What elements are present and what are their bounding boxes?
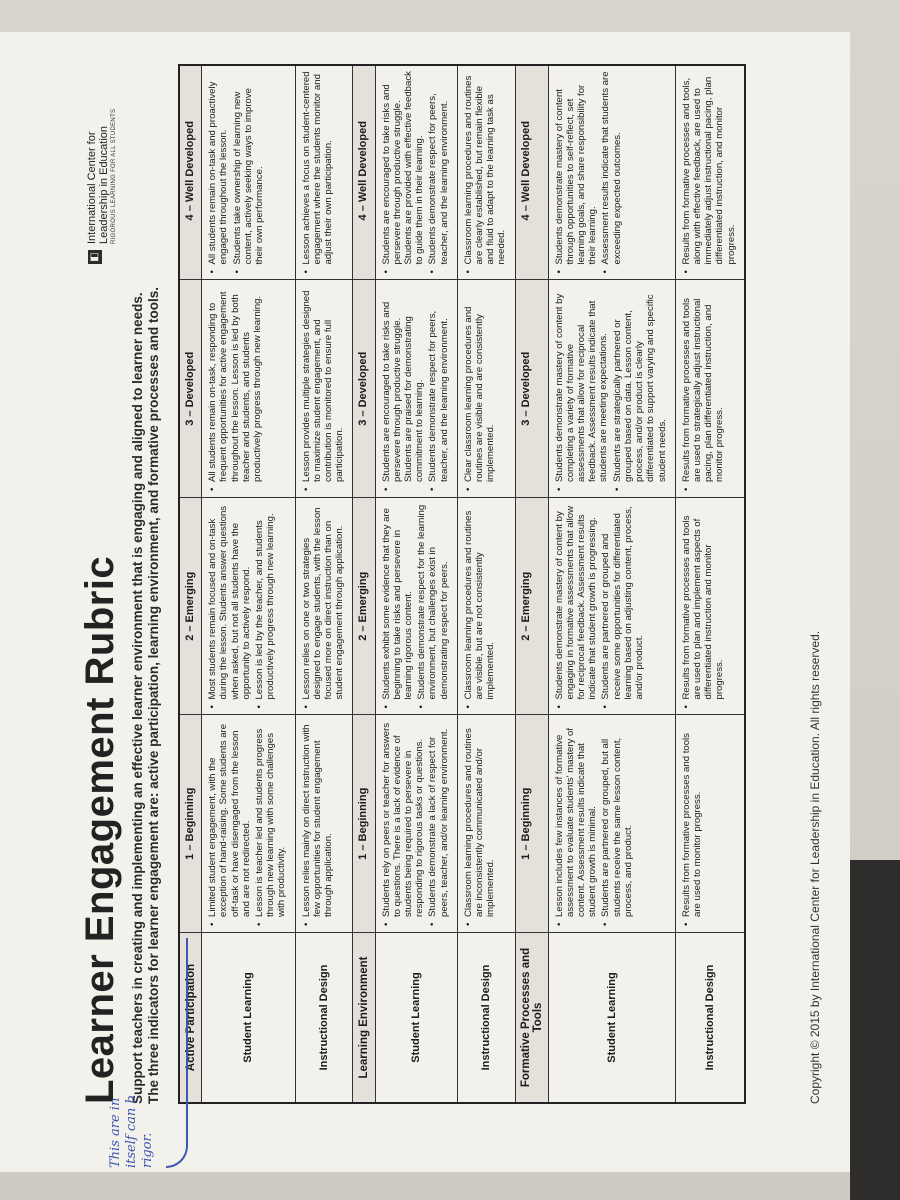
- level-header: 4 – Well Developed: [519, 121, 532, 221]
- rubric-cell: [296, 715, 353, 933]
- level-header: 2 – Emerging: [180, 497, 201, 715]
- bullet-list: [381, 722, 450, 927]
- row-label: Student Learning: [376, 932, 457, 1102]
- bullet-list: [681, 504, 726, 709]
- row-label: Student Learning: [549, 932, 675, 1102]
- rubric-page: [0, 32, 850, 1172]
- rubric-cell: [376, 497, 457, 715]
- level-header: 3 – Developed: [180, 280, 201, 498]
- bullet-list: [681, 68, 737, 274]
- rubric-cell: [676, 497, 744, 715]
- bullet-list: [207, 504, 276, 709]
- bullet-list: [301, 287, 346, 492]
- bullet-list: [207, 722, 287, 927]
- rubric-row: [296, 66, 354, 1102]
- bullet-item: • Lesson relies mainly on direct instruction with few opportunities for student engagement through application.: [301, 722, 335, 927]
- handwritten-line-2: itself can b: [124, 1095, 139, 1168]
- section-name: Active Participation: [180, 932, 201, 1102]
- rubric-cell: [296, 280, 353, 498]
- bullet-item: • Students are strategically partnered or grouped based on data. Lesson content, process, and/or product is clearly differentiated to support varying and specific student needs.: [612, 287, 668, 492]
- organization-logo: [86, 64, 126, 264]
- bullet-item: • Limited student engagement, with the exception of hand-raising. Some students are off-task or have disengaged from the lesson and are not redirected.: [207, 722, 252, 927]
- rubric-cell: [202, 62, 294, 280]
- logo-line-2: Leadership in Education: [98, 125, 110, 244]
- rubric-row: [549, 66, 676, 1102]
- bullet-list: [301, 722, 335, 927]
- level-header: 4 – Well Developed: [184, 121, 196, 221]
- bullet-item: • Students demonstrate mastery of content by engaging in formative assessments that allow for reciprocal feedback. Assessment results indicate that student growth is progressing.: [554, 504, 599, 709]
- rubric-cell: [676, 62, 744, 280]
- bullet-item: • Students demonstrate respect for the learning environment, but challenges exist in demonstrating respect for peers.: [416, 504, 450, 709]
- bullet-list: [554, 722, 634, 927]
- bullet-item: • Classroom learning procedures and routines are clearly established, but remain flexible and fluid to adapt to the learning task as needed.: [463, 68, 508, 274]
- bullet-item: • Students take ownership of learning new content, actively seeking ways to improve their own performance.: [232, 68, 266, 274]
- bullet-item: • Lesson achieves a focus on student-centered engagement where the students monitor and adjust their own participation.: [301, 68, 335, 274]
- bullet-item: • Lesson relies on one or two strategies designed to engage students, with the lesson focused more on direct instruction than on student engagement through application.: [301, 504, 346, 709]
- bullet-list: [381, 504, 450, 709]
- rubric-cell: [676, 715, 744, 933]
- handwritten-underline: [166, 938, 188, 1168]
- rubric-cell: [549, 62, 675, 280]
- bullet-item: • Results from formative processes and tools are used to strategically adjust instructional pacing, plan differentiated instruction, and monitor progress.: [681, 287, 726, 492]
- bullet-item: • Students demonstrate a lack of respect for peers, teacher, and/or learning environment.: [427, 722, 449, 927]
- bullet-list: [463, 68, 508, 274]
- bullet-list: [463, 722, 497, 927]
- logo-text: [86, 126, 110, 244]
- rubric-cell: [202, 497, 294, 715]
- bullet-item: • Students are partnered or grouped, but all students receive the same lesson content, process, and product.: [600, 722, 634, 927]
- bullet-item: • Students demonstrate mastery of content by completing a variety of formative assessments that allow for reciprocal feedback. Assessment results indicate that students are meeting expectations.: [554, 287, 610, 492]
- bullet-item: • Students exhibit some evidence that they are beginning to take risks and persevere in learning rigorous content.: [381, 504, 415, 709]
- section-name: Formative Processes and Tools: [516, 932, 548, 1102]
- level-header: 3 – Developed: [353, 280, 374, 498]
- bullet-item: • Results from formative processes and tools are used to monitor progress.: [681, 722, 703, 927]
- section-name: Learning Environment: [353, 932, 374, 1102]
- rubric-table: [178, 64, 746, 1104]
- bullet-item: • Most students remain focused and on-task during the lesson. Students answer questions when asked, but not all students have the opportunity to actively respond.: [207, 504, 252, 709]
- handwritten-line-3: rigor.: [140, 1132, 155, 1168]
- page-title: Learner Engagement Rubric: [78, 555, 122, 1104]
- bullet-item: • Students demonstrate mastery of content through opportunities to self-reflect, set learning goals, and share responsibility for their learning.: [554, 68, 599, 274]
- copyright-notice: Copyright © 2015 by International Center for Leadership in Education. All rights reserved.: [808, 630, 822, 1104]
- bullet-item: • Classroom learning procedures and routines are visible, but are not consistently implemented.: [463, 504, 497, 709]
- page-content: [68, 64, 838, 1168]
- bullet-item: • Students are encouraged to take risks and persevere through productive struggle. Students are praised for demonstrating commitment to learning.: [381, 287, 426, 492]
- rubric-cell: [549, 280, 675, 498]
- bullet-item: • Students demonstrate respect for peers, teacher, and the learning environment.: [427, 68, 449, 274]
- bullet-list: [301, 504, 346, 709]
- row-label: Instructional Design: [458, 932, 515, 1102]
- row-label: Instructional Design: [296, 932, 353, 1102]
- bullet-list: [681, 287, 726, 492]
- rubric-cell: [376, 62, 457, 280]
- rubric-cell: [296, 62, 353, 280]
- bullet-item: • Lesson is teacher led and students progress through new learning with some challenges with productivity.: [254, 722, 288, 927]
- bullet-list: [554, 68, 623, 274]
- rubric-cell: [202, 715, 294, 933]
- bullet-list: [463, 504, 497, 709]
- bullet-item: • Clear classroom learning procedures and routines are visible and are consistently implemented.: [463, 287, 497, 492]
- page-subtitle: Support teachers in creating and implementing an effective learner environment that is engaging and aligned to learner needs. The three indicators for learner engagement are: active participation, learning environment, and formative processes and tools.: [130, 287, 161, 1104]
- rubric-cell: [202, 280, 294, 498]
- bullet-list: [381, 287, 450, 492]
- bullet-item: • Students are partnered or grouped and receive some opportunities for differentiated learning based on adjusting content, process, and/or product.: [600, 504, 645, 709]
- handwritten-note: [108, 1095, 156, 1168]
- level-header: 1 – Beginning: [180, 715, 201, 933]
- rubric-cell: [458, 62, 515, 280]
- bullet-item: • Results from formative processes and tools are used to plan and implement aspects of differentiated instruction and monitor progress.: [681, 504, 726, 709]
- bullet-item: • Results from formative processes and tools, along with effective feedback, are used to immediately adjust instructional pacing, plan differentiated instruction, and monitor progress.: [681, 68, 737, 274]
- bullet-list: [463, 287, 497, 492]
- rubric-cell: [458, 715, 515, 933]
- level-header: 2 – Emerging: [353, 497, 374, 715]
- bullet-item: • Students rely on peers or teacher for answers to questions. There is a lack of evidence of students being required to persevere in responding to rigorous tasks or questions.: [381, 722, 426, 927]
- rubric-cell: [676, 280, 744, 498]
- rubric-cell: [376, 280, 457, 498]
- rubric-row: [676, 66, 744, 1102]
- level-header: 1 – Beginning: [516, 715, 548, 933]
- rubric-row: [376, 66, 458, 1102]
- desk-edge: [850, 860, 900, 1200]
- level-header: 2 – Emerging: [516, 497, 548, 715]
- bullet-item: • Students demonstrate respect for peers, teacher, and the learning environment.: [427, 287, 449, 492]
- level-header: 3 – Developed: [516, 280, 548, 498]
- level-header: 1 – Beginning: [353, 715, 374, 933]
- bullet-item: • All students remain on-task and proactively engaged throughout the lesson.: [207, 68, 229, 274]
- logo-icon: ◧: [88, 250, 102, 264]
- bullet-list: [554, 504, 646, 709]
- logo-line-1: International Center for: [86, 131, 98, 244]
- bullet-item: • Lesson is led by the teacher, and students productively progress through new learning.: [254, 504, 276, 709]
- handwritten-line-1: This are in: [108, 1097, 123, 1168]
- rubric-cell: [458, 280, 515, 498]
- bullet-list: [207, 287, 263, 492]
- bullet-list: [681, 722, 703, 927]
- bullet-item: • Classroom learning procedures and routines are inconsistently communicated and/or implemented.: [463, 722, 497, 927]
- rubric-cell: [549, 715, 675, 933]
- bullet-item: • All students remain on-task, responding to frequent opportunities for active engagement throughout the lesson. Lesson is led by both teacher and students, and students productively progress through new learning.: [207, 287, 263, 492]
- rubric-row: [458, 66, 516, 1102]
- section-header: [516, 66, 549, 1102]
- logo-tagline: RIGOROUS LEARNING FOR ALL STUDENTS: [111, 108, 117, 244]
- level-header: 4 – Well Developed: [357, 121, 370, 221]
- row-label: Student Learning: [202, 932, 294, 1102]
- bullet-list: [301, 68, 335, 274]
- bullet-list: [381, 68, 450, 274]
- bullet-item: • Assessment results indicate that students are exceeding expected outcomes.: [600, 68, 622, 274]
- rubric-cell: [549, 497, 675, 715]
- bullet-item: • Students are encouraged to take risks and persevere through productive struggle. Students are provided with effective feedback to guide them in their learning.: [381, 68, 426, 274]
- bullet-item: • Lesson includes few instances of formative assessment to evaluate students' mastery of content. Assessment results indicate that student growth is minimal.: [554, 722, 599, 927]
- rubric-cell: [376, 715, 457, 933]
- bullet-list: [554, 287, 668, 492]
- rubric-cell: [458, 497, 515, 715]
- row-label: Instructional Design: [676, 932, 744, 1102]
- bullet-list: [207, 68, 265, 274]
- rubric-cell: [296, 497, 353, 715]
- section-header: [353, 66, 375, 1102]
- rubric-row: [202, 66, 295, 1102]
- bullet-item: • Lesson provides multiple strategies designed to maximize student engagement, and contribution is monitored to ensure full participation.: [301, 287, 346, 492]
